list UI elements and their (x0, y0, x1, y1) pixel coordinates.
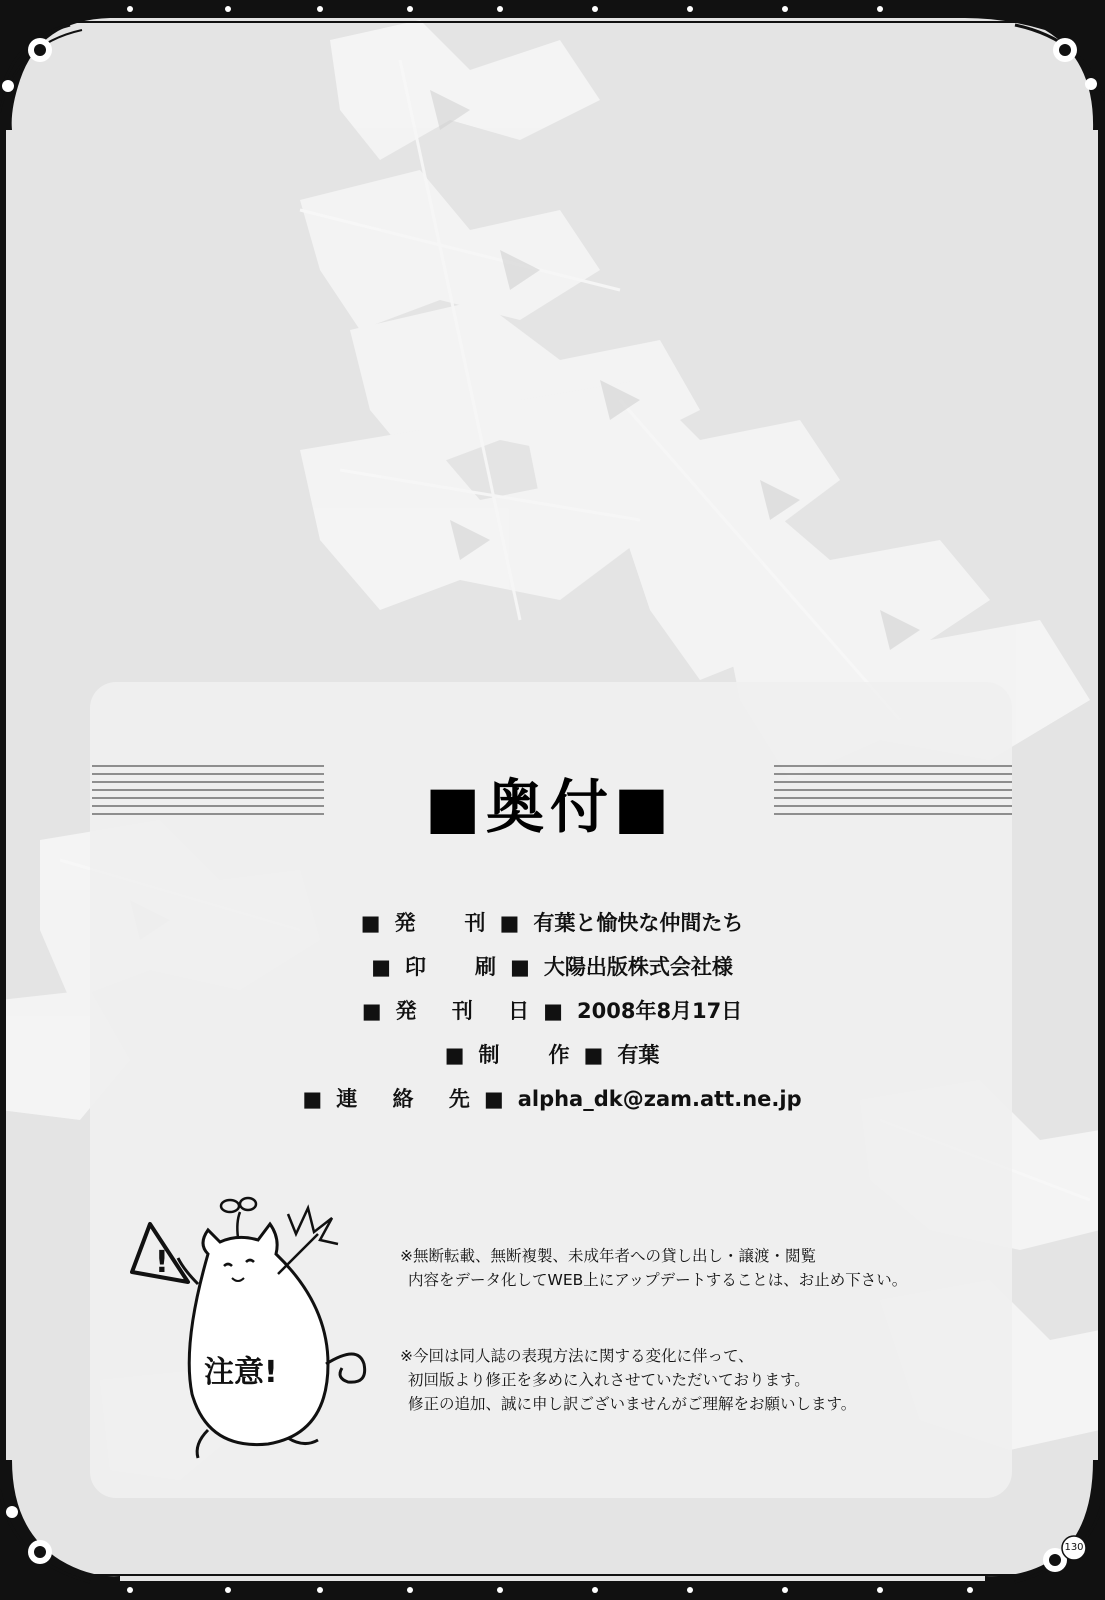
info-label: ■制 作■ (444, 1043, 618, 1067)
notice-censorship (400, 1344, 856, 1416)
notice-line: 修正の追加、誠に申し訳ございませんがご理解をお願いします。 (408, 1395, 857, 1413)
info-value: 2008年8月17日 (577, 999, 743, 1023)
info-row-contact (252, 1082, 852, 1116)
page-number: 130 (1064, 1542, 1084, 1553)
info-row-printer (252, 950, 852, 984)
notice-line: ※無断転載、無断複製、未成年者への貸し出し・譲渡・閲覧 (400, 1247, 816, 1265)
caution-mascot-illustration (128, 1194, 398, 1474)
info-label: ■発 刊 日■ (361, 999, 577, 1023)
corner-ornament-top-left (0, 0, 110, 130)
info-label: ■連 絡 先■ (302, 1087, 518, 1111)
info-value: 有葉 (617, 1043, 660, 1067)
warning-exclamation: ! (155, 1245, 169, 1280)
frame-right-edge (1098, 0, 1105, 1600)
info-row-production (252, 1038, 852, 1072)
mascot-caption: 注意! (204, 1355, 278, 1390)
frame-top-border (0, 0, 1105, 28)
info-row-publish-date (252, 994, 852, 1028)
notice-line: 初回版より修正を多めに入れさせていただいております。 (408, 1371, 810, 1389)
colophon-title: ■奥付■ (425, 773, 675, 841)
notice-no-reproduction (400, 1244, 907, 1292)
title-lines-left (92, 764, 324, 820)
title-lines-right (774, 764, 1012, 820)
info-label: ■発 刊■ (360, 911, 534, 935)
frame-left-edge (0, 0, 6, 1600)
corner-ornament-top-right (965, 0, 1105, 130)
notice-line: 内容をデータ化してWEB上にアップデートすることは、お止め下さい。 (408, 1271, 908, 1289)
info-row-publisher (252, 906, 852, 940)
info-label: ■印 刷■ (371, 955, 544, 979)
info-value: 大陽出版株式会社様 (543, 955, 733, 979)
notice-line: ※今回は同人誌の表現方法に関する変化に伴って、 (400, 1347, 754, 1365)
info-value: 有葉と愉快な仲間たち (533, 911, 744, 935)
frame-bottom-border (0, 1574, 1105, 1600)
info-value: alpha_dk@zam.att.ne.jp (517, 1087, 802, 1111)
